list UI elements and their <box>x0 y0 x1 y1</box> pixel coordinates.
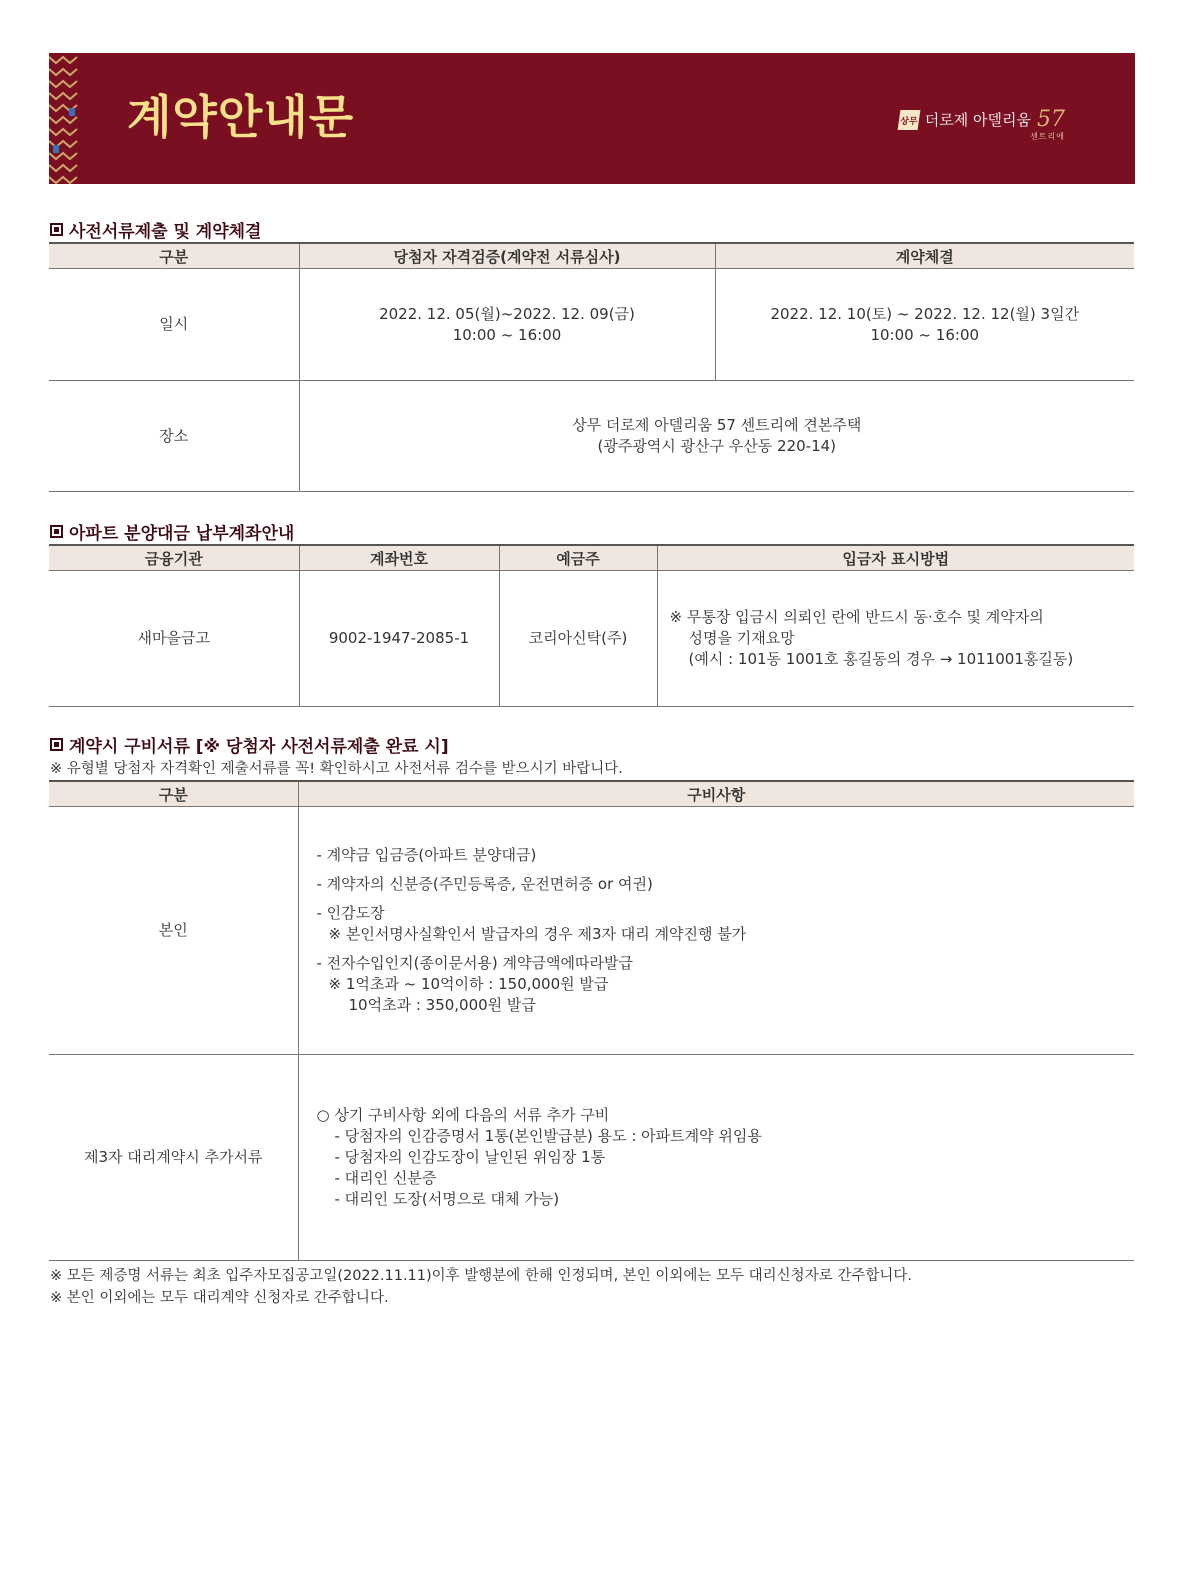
brand-sub: 센트리에 <box>1030 132 1065 141</box>
schedule-table <box>49 242 1134 492</box>
proxy-document-line: - 대리인 도장(서명으로 대체 가능) <box>334 1190 560 1208</box>
account-number: 9002-1947-2085-1 <box>299 571 499 707</box>
table-row <box>49 807 1134 1055</box>
col-header: 당첨자 자격검증(계약전 서류심사) <box>299 243 715 269</box>
col-header: 구분 <box>49 781 298 807</box>
row-label: 장소 <box>49 381 299 492</box>
proxy-document-line: - 대리인 신분증 <box>334 1169 437 1187</box>
col-header: 계좌번호 <box>299 545 499 571</box>
square-bullet-icon <box>50 223 63 236</box>
contract-date-cell <box>715 269 1134 381</box>
table-row <box>49 1055 1134 1261</box>
documents-table <box>49 780 1134 1261</box>
row-label: 본인 <box>49 807 298 1055</box>
square-bullet-icon <box>50 525 63 538</box>
section-heading-account <box>50 519 294 544</box>
proxy-documents-cell <box>298 1055 1134 1261</box>
verification-time: 10:00 ~ 16:00 <box>452 325 562 344</box>
document-item <box>317 874 1135 895</box>
documents-note: ※ 유형별 당첨자 자격확인 제출서류를 꼭! 확인하시고 사전서류 검수를 받으시기 바랍니다. <box>50 761 623 777</box>
section-heading-text: 아파트 분양대금 납부계좌안내 <box>69 524 295 544</box>
proxy-document-line: ○ 상기 구비사항 외에 다음의 서류 추가 구비 <box>316 1106 610 1124</box>
document-item <box>317 845 1135 866</box>
brand-logo <box>899 106 1065 141</box>
section-heading-text: 계약시 구비서류 [※ 당첨자 사전서류제출 완료 시] <box>69 737 449 757</box>
brand-name: 더로제 아델리움 <box>924 111 1031 129</box>
contract-date: 2022. 12. 10(토) ~ 2022. 12. 12(월) 3일간 <box>770 304 1080 323</box>
self-documents-cell <box>298 807 1134 1055</box>
verification-date: 2022. 12. 05(월)~2022. 12. 09(금) <box>379 304 635 323</box>
deposit-method-line: ※ 무통장 입금시 의뢰인 란에 반드시 동·호수 및 계약자의 <box>669 608 1044 626</box>
account-table <box>49 544 1134 707</box>
section-heading-documents <box>50 732 449 757</box>
document-line: - 전자수입인지(종이문서용) 계약금액에따라발급 <box>316 954 633 972</box>
col-header: 계약체결 <box>715 243 1134 269</box>
document-subnote: ※ 본인서명사실확인서 발급자의 경우 제3자 대리 계약진행 불가 <box>328 925 747 943</box>
proxy-document-line: - 당첨자의 인감도장이 날인된 위임장 1통 <box>334 1148 606 1166</box>
document-line: - 계약금 입금증(아파트 분양대금) <box>316 846 537 864</box>
place-cell <box>299 381 1134 492</box>
place-name: 상무 더로제 아델리움 57 센트리에 견본주택 <box>572 416 862 434</box>
decorative-pattern-icon <box>49 53 79 184</box>
footnotes <box>50 1265 912 1309</box>
deposit-method-cell <box>657 571 1134 707</box>
deposit-method-line: 성명을 기재요망 <box>688 629 795 647</box>
place-address: (광주광역시 광산구 우산동 220-14) <box>597 437 837 455</box>
document-subnote: ※ 1억초과 ~ 10억이하 : 150,000원 발급 <box>328 975 609 993</box>
bank-name: 새마을금고 <box>49 571 299 707</box>
brand-mark: 상무 <box>897 110 920 130</box>
footnote: ※ 본인 이외에는 모두 대리계약 신청자로 간주합니다. <box>50 1290 389 1306</box>
section-heading-schedule <box>50 217 261 242</box>
footnote: ※ 모든 제증명 서류는 최초 입주자모집공고일(2022.11.11)이후 발행분에 한해 인정되며, 본인 이외에는 모두 대리신청자로 간주합니다. <box>50 1268 912 1284</box>
brand-number: 57 <box>1037 106 1065 132</box>
row-label: 제3자 대리계약시 추가서류 <box>49 1055 298 1261</box>
col-header: 구분 <box>49 243 299 269</box>
document-item <box>317 903 1135 945</box>
col-header: 입금자 표시방법 <box>657 545 1134 571</box>
proxy-document-line: - 당첨자의 인감증명서 1통(본인발급분) 용도 : 아파트계약 위임용 <box>334 1127 762 1145</box>
col-header: 예금주 <box>499 545 657 571</box>
deposit-method-example: (예시 : 101동 1001호 홍길동의 경우 → 1011001홍길동) <box>688 650 1074 668</box>
document-subnote: 10억초과 : 350,000원 발급 <box>348 996 536 1014</box>
row-label: 일시 <box>49 269 299 381</box>
header-banner <box>49 53 1135 184</box>
square-bullet-icon <box>50 738 63 751</box>
verification-date-cell <box>299 269 715 381</box>
table-row <box>49 269 1134 381</box>
document-line: - 인감도장 <box>316 904 385 922</box>
col-header: 구비사항 <box>298 781 1134 807</box>
document-line: - 계약자의 신분증(주민등록증, 운전면허증 or 여권) <box>316 875 653 893</box>
section-heading-text: 사전서류제출 및 계약체결 <box>69 222 262 242</box>
page-title: 계약안내문 <box>127 90 355 144</box>
col-header: 금융기관 <box>49 545 299 571</box>
contract-time: 10:00 ~ 16:00 <box>870 325 980 344</box>
document-item <box>317 953 1135 1016</box>
account-holder: 코리아신탁(주) <box>499 571 657 707</box>
table-row <box>49 571 1134 707</box>
table-row <box>49 381 1134 492</box>
